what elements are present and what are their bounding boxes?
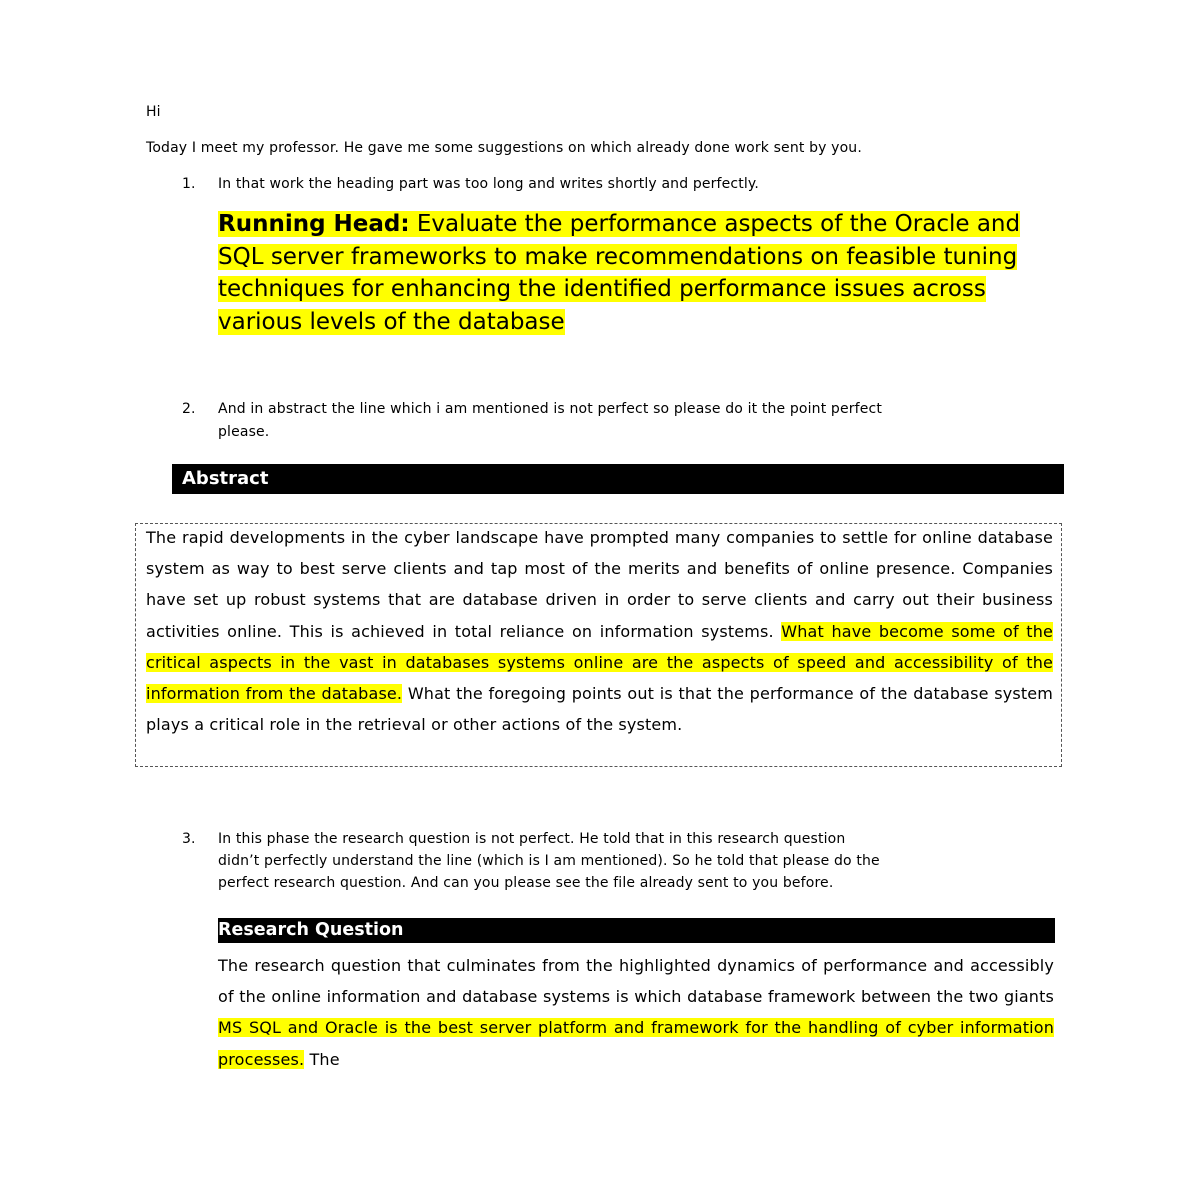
research-question-text: The research question that culminates from the highlighted dynamics of performance and accessibly of the online information and database systems is which database framework between the two giants — [218, 956, 1054, 1007]
list-number: 1. — [182, 176, 196, 192]
list-item-text: perfect research question. And can you please see the file already sent to you before. — [218, 875, 834, 891]
list-number: 3. — [182, 831, 196, 847]
research-question-heading: Research Question — [218, 918, 1055, 943]
running-head-text: Evaluate the performance aspects of the Oracle and SQL server frameworks to make recommendations on feasible tuning techniques for enhancing the identified performance issues across various levels of the database — [218, 211, 1021, 335]
research-question-paragraph — [218, 950, 1054, 1075]
running-head — [218, 208, 1058, 338]
abstract-text-end: What the foregoing points out is that the performance of the database system plays a critical role in the retrieval or other actions of the system. — [146, 684, 1053, 735]
abstract-highlight: What have become some of the critical aspects in the vast in databases systems online are the aspects of speed and accessibility of the information from the database. — [146, 621, 1053, 704]
abstract-heading: Abstract — [172, 464, 1064, 494]
list-item-text: didn’t perfectly understand the line (which is I am mentioned). So he told that please do the — [218, 853, 880, 869]
greeting: Hi — [146, 104, 161, 120]
list-item-text: please. — [218, 424, 270, 440]
running-head-label: Running Head: — [218, 211, 410, 237]
research-question-highlight: MS SQL and Oracle is the best server platform and framework for the handling of cyber information processes. — [218, 1018, 1054, 1069]
research-question-text-end: The — [304, 1049, 340, 1069]
abstract-text: The rapid developments in the cyber landscape have prompted many companies to settle for online database system as way to best serve clients and tap most of the merits and benefits of online presence. Companies have set up robust systems that are database driven in order to serve clients and carry out their business activities online. This is achieved in total reliance on information systems. — [146, 528, 1053, 641]
list-item-text: And in abstract the line which i am mentioned is not perfect so please do it the point perfect — [218, 401, 882, 417]
list-number: 2. — [182, 401, 196, 417]
list-item-text: In this phase the research question is not perfect. He told that in this research question — [218, 831, 846, 847]
intro-line: Today I meet my professor. He gave me some suggestions on which already done work sent by you. — [146, 140, 862, 156]
abstract-paragraph — [146, 522, 1053, 740]
list-item-text: In that work the heading part was too long and writes shortly and perfectly. — [218, 176, 759, 192]
